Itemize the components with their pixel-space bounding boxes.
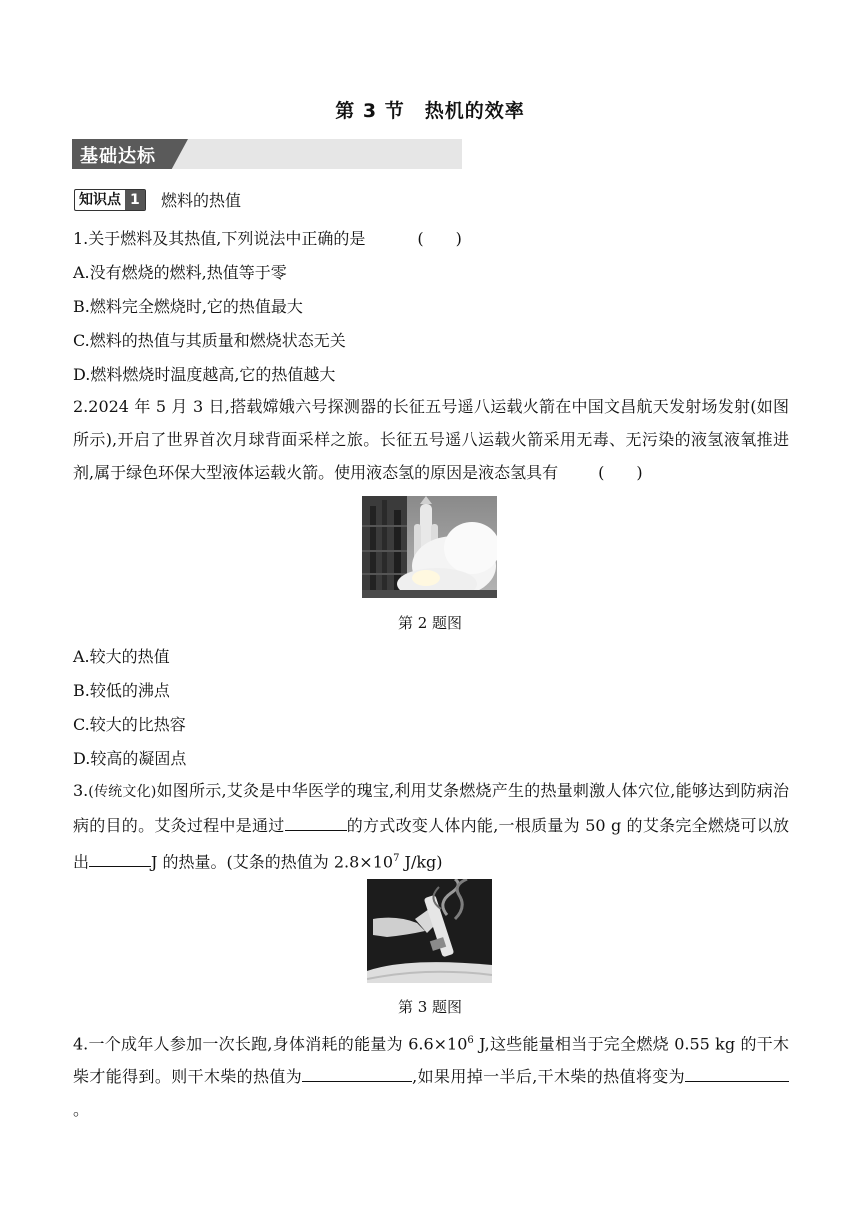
q1-answer-paren: ( ) — [417, 229, 462, 248]
q2-figure-caption: 第 2 题图 — [397, 614, 463, 632]
section-banner-label: 基础达标 — [80, 146, 156, 167]
q2-option-d: D.较高的凝固点 — [73, 749, 187, 768]
q3-tag: (传统文化) — [88, 784, 157, 800]
q3-stem — [73, 774, 789, 878]
q2-option-b: B.较低的沸点 — [73, 681, 170, 700]
knowledge-point-label: 知识点 — [79, 192, 121, 208]
q3-blank-2[interactable] — [89, 848, 151, 867]
q4-text-part3: ,如果用掉一半后,干木柴的热值将变为 — [412, 1067, 685, 1087]
q2-answer-paren: ( ) — [598, 463, 643, 482]
q1-option-c: C.燃料的热值与其质量和燃烧状态无关 — [73, 331, 346, 350]
q4-blank-1[interactable] — [302, 1063, 412, 1082]
q1-option-a: A.没有燃烧的燃料,热值等于零 — [73, 263, 287, 282]
q2-option-c: C.较大的比热容 — [73, 715, 186, 734]
q4-stem — [73, 1024, 789, 1126]
q1-stem — [73, 229, 462, 249]
q3-figure-caption: 第 3 题图 — [397, 998, 463, 1016]
q4-text-part4: 。 — [73, 1100, 90, 1120]
q3-exponent: 7 — [393, 853, 400, 864]
knowledge-point-title: 燃料的热值 — [161, 191, 242, 210]
q2-stem-text: 2.2024 年 5 月 3 日,搭载嫦娥六号探测器的长征五号遥八运载火箭在中国文昌航天发射场发射(如图所示),开启了世界首次月球背面采样之旅。长征五号遥八运载火箭采用无毒、无污染的液氢液氧推进剂,属于绿色环保大型液体运载火箭。使用液态氢的原因是液态氢具有 — [73, 397, 789, 482]
moxibustion-photo — [367, 879, 492, 983]
q4-text-part2: J,这些能量相当于完全燃烧 0.55 kg 的干木柴才能得到。则干木柴的热值为 — [73, 1034, 789, 1087]
q1-stem-text: 1.关于燃料及其热值,下列说法中正确的是 — [73, 229, 366, 248]
knowledge-point-number: 1 — [125, 190, 145, 210]
knowledge-point-badge — [74, 189, 146, 211]
q2-stem — [73, 390, 789, 489]
q1-option-b: B.燃料完全燃烧时,它的热值最大 — [73, 297, 303, 316]
rocket-launch-photo — [362, 496, 497, 598]
q4-blank-2[interactable] — [685, 1063, 789, 1082]
q3-text-part4: J/kg) — [399, 852, 443, 872]
page-title: 第 3 节 热机的效率 — [335, 100, 525, 122]
q1-option-d: D.燃料燃烧时温度越高,它的热值越大 — [73, 365, 336, 384]
q3-text-part2: 的方式改变人体内能,一根质量为 50 g 的艾条完全燃烧可以放出 — [73, 816, 789, 872]
q3-number: 3. — [73, 781, 89, 800]
q2-option-a: A.较大的热值 — [73, 647, 170, 666]
q4-text-part1: 4.一个成年人参加一次长跑,身体消耗的能量为 6.6×10 — [73, 1034, 468, 1054]
q3-blank-1[interactable] — [285, 812, 347, 831]
q3-text-part3: J 的热量。(艾条的热值为 2.8×10 — [151, 852, 394, 872]
q3-text-part1: 如图所示,艾灸是中华医学的瑰宝,利用艾条燃烧产生的热量刺激人体穴位,能够达到防病治病的目的。艾灸过程中是通过 — [73, 781, 789, 835]
q4-exponent: 6 — [467, 1035, 474, 1046]
